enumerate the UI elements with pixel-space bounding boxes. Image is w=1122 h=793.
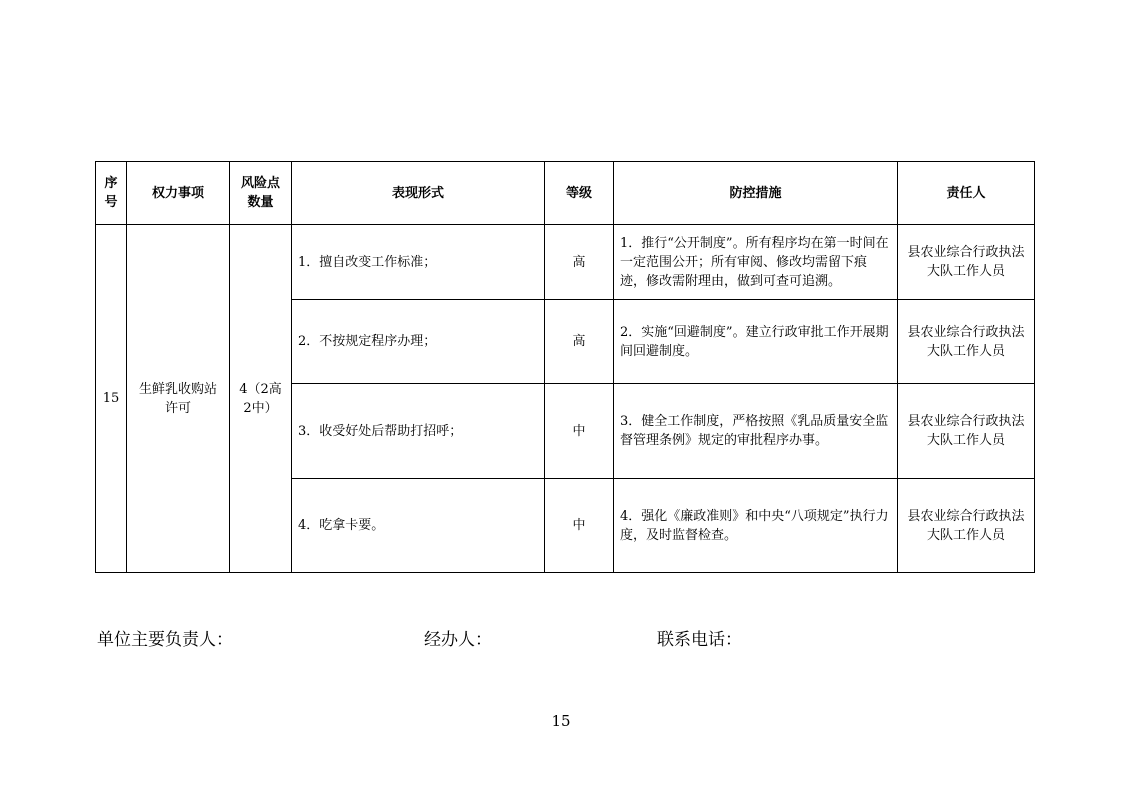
- table-row: [96, 225, 1035, 300]
- seq-cell: 15: [96, 225, 127, 573]
- unit-head-label: 单位主要负责人：: [97, 630, 233, 650]
- manifestation-cell: 3．收受好处后帮助打招呼；: [292, 384, 545, 479]
- page-number: 15: [551, 712, 571, 730]
- level-cell: 高: [545, 225, 614, 300]
- measure-cell: 1．推行“公开制度”。所有程序均在第一时间在一定范围公开；所有审阅、修改均需留下痕迹，修改需附理由，做到可查可追溯。: [614, 225, 898, 300]
- header-row: [96, 162, 1035, 225]
- header-responsible: 责任人: [898, 162, 1035, 225]
- level-cell: 中: [545, 479, 614, 573]
- level-cell: 中: [545, 384, 614, 479]
- risk-count-cell: 4（2高2中）: [230, 225, 292, 573]
- responsible-cell: 县农业综合行政执法大队工作人员: [898, 479, 1035, 573]
- risk-table: [95, 161, 1035, 573]
- responsible-cell: 县农业综合行政执法大队工作人员: [898, 225, 1035, 300]
- responsible-cell: 县农业综合行政执法大队工作人员: [898, 300, 1035, 384]
- measure-cell: 2．实施“回避制度”。建立行政审批工作开展期间回避制度。: [614, 300, 898, 384]
- level-cell: 高: [545, 300, 614, 384]
- phone-label: 联系电话：: [657, 630, 742, 650]
- header-level: 等级: [545, 162, 614, 225]
- header-power-item: 权力事项: [127, 162, 230, 225]
- measure-cell: 3．健全工作制度，严格按照《乳品质量安全监督管理条例》规定的审批程序办事。: [614, 384, 898, 479]
- manifestation-cell: 4．吃拿卡要。: [292, 479, 545, 573]
- responsible-cell: 县农业综合行政执法大队工作人员: [898, 384, 1035, 479]
- manifestation-cell: 1．擅自改变工作标准；: [292, 225, 545, 300]
- header-seq: 序号: [96, 162, 127, 225]
- handler-label: 经办人：: [424, 630, 492, 650]
- header-measures: 防控措施: [614, 162, 898, 225]
- measure-cell: 4．强化《廉政准则》和中央“八项规定”执行力度，及时监督检查。: [614, 479, 898, 573]
- power-item-cell: 生鲜乳收购站许可: [127, 225, 230, 573]
- header-risk-count: 风险点数量: [230, 162, 292, 225]
- header-manifestation: 表现形式: [292, 162, 545, 225]
- manifestation-cell: 2．不按规定程序办理；: [292, 300, 545, 384]
